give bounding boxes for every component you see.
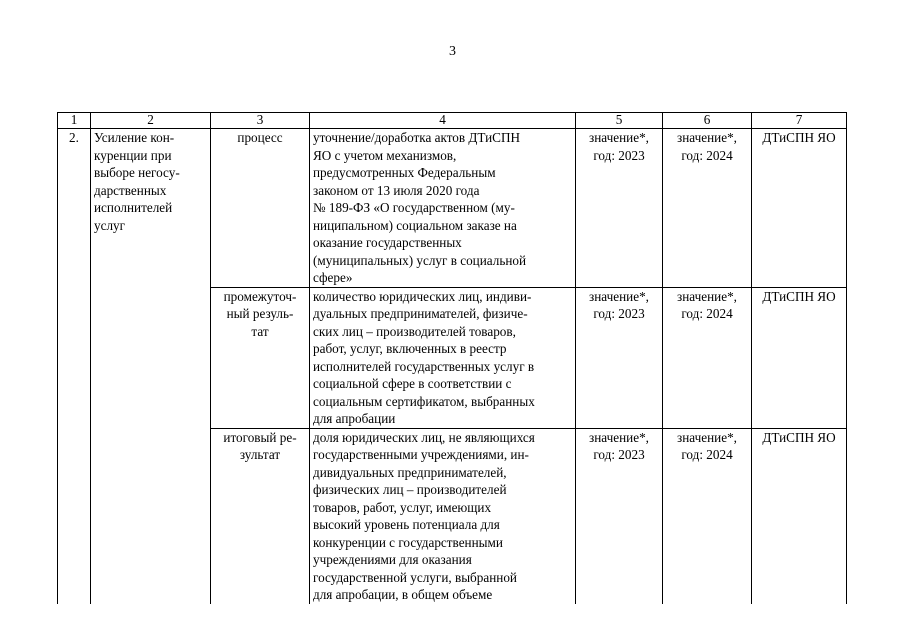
indicator-line: для апробации [313,411,396,426]
value-year: год: 2023 [593,306,645,321]
indicator-line: учреждениями для оказания [313,552,472,567]
value-year: год: 2024 [681,447,733,462]
indicator-line: для апробации, в общем объеме [313,587,493,602]
row-number-cell [58,129,91,604]
value-year: год: 2024 [681,306,733,321]
indicator-line: доля юридических лиц, не являющихся [313,429,535,445]
objective-cell [91,129,211,604]
value-2024-cell [663,428,752,604]
objective-line: куренции при [94,147,172,163]
indicator-line: товаров, работ, услуг, имеющих [313,499,492,515]
column-header: 2 [91,113,211,129]
value-2023-cell [576,428,663,604]
column-header: 7 [752,113,847,129]
result-type-line: процесс [237,130,283,145]
indicator-line: законом от 13 июля 2020 года [313,182,480,198]
indicator-cell [310,287,576,428]
table-row [58,129,847,288]
responsible-org: ДТиСПН ЯО [762,429,836,445]
indicator-line: уточнение/доработка актов ДТиСПН [313,130,521,145]
responsible-org: ДТиСПН ЯО [762,130,836,145]
table-header-row [58,113,847,129]
value-2023-cell [576,287,663,428]
objective-line: дарственных [94,182,167,198]
indicator-line: исполнителей государственных услуг в [313,358,535,374]
column-header: 4 [310,113,576,129]
result-type-cell [211,287,310,428]
indicator-line: физических лиц – производителей [313,482,507,497]
indicator-line: (муниципальных) услуг в социальной [313,252,527,268]
column-header: 5 [576,113,663,129]
value-year: год: 2024 [681,147,733,163]
result-type-line: итоговый ре- [223,429,297,445]
indicator-line: социальной сфере в соответствии с [313,376,512,391]
value-label: значение*, [677,130,737,145]
column-header: 6 [663,113,752,129]
objective-line: исполнителей [94,200,173,215]
responsible-cell [752,428,847,604]
value-year: год: 2023 [593,447,645,462]
indicator-line: государственными учреждениями, ин- [313,447,529,462]
indicator-line: ниципальном) социальном заказе на [313,217,517,233]
indicator-line: № 189-ФЗ «О государственном (му- [313,200,515,215]
indicator-line: работ, услуг, включенных в реестр [313,341,507,356]
responsible-org: ДТиСПН ЯО [762,288,836,304]
value-label: значение*, [589,429,649,445]
value-label: значение*, [677,429,737,445]
indicator-line: дивидуальных предпринимателей, [313,464,507,480]
responsible-cell [752,287,847,428]
page-number: 3 [449,44,456,59]
indicator-line: государственной услуги, выбранной [313,569,517,585]
indicator-line: оказание государственных [313,235,462,250]
responsible-cell [752,129,847,288]
result-type-line: промежуточ- [223,288,297,304]
value-2024-cell [663,129,752,288]
result-type-cell [211,129,310,288]
indicator-cell [310,428,576,604]
indicator-line: ских лиц – производителей товаров, [313,323,516,339]
indicator-line: высокий уровень потенциала для [313,517,500,532]
result-type-line: зультат [239,447,281,462]
objective-line: услуг [94,217,126,233]
result-type-cell [211,428,310,604]
indicator-line: предусмотренных Федеральным [313,165,496,180]
column-header: 1 [58,113,91,129]
result-type-line: ный резуль- [226,306,294,321]
value-2023-cell [576,129,663,288]
indicator-line: количество юридических лиц, индиви- [313,288,532,304]
indicator-line: дуальных предпринимателей, физиче- [313,306,528,321]
indicator-line: ЯО с учетом механизмов, [313,147,457,163]
value-label: значение*, [589,288,649,304]
indicator-cell [310,129,576,288]
value-2024-cell [663,287,752,428]
indicator-line: конкуренции с государственными [313,534,503,550]
indicator-line: социальным сертификатом, выбранных [313,393,535,409]
objective-line: Усиление кон- [94,130,175,145]
value-year: год: 2023 [593,147,645,163]
row-number: 2. [69,130,79,145]
column-header: 3 [211,113,310,129]
result-type-line: тат [251,323,269,339]
indicator-line: сфере» [313,270,353,285]
indicators-table [57,112,847,604]
value-label: значение*, [677,288,737,304]
value-label: значение*, [589,130,649,145]
objective-line: выборе негосу- [94,165,180,180]
